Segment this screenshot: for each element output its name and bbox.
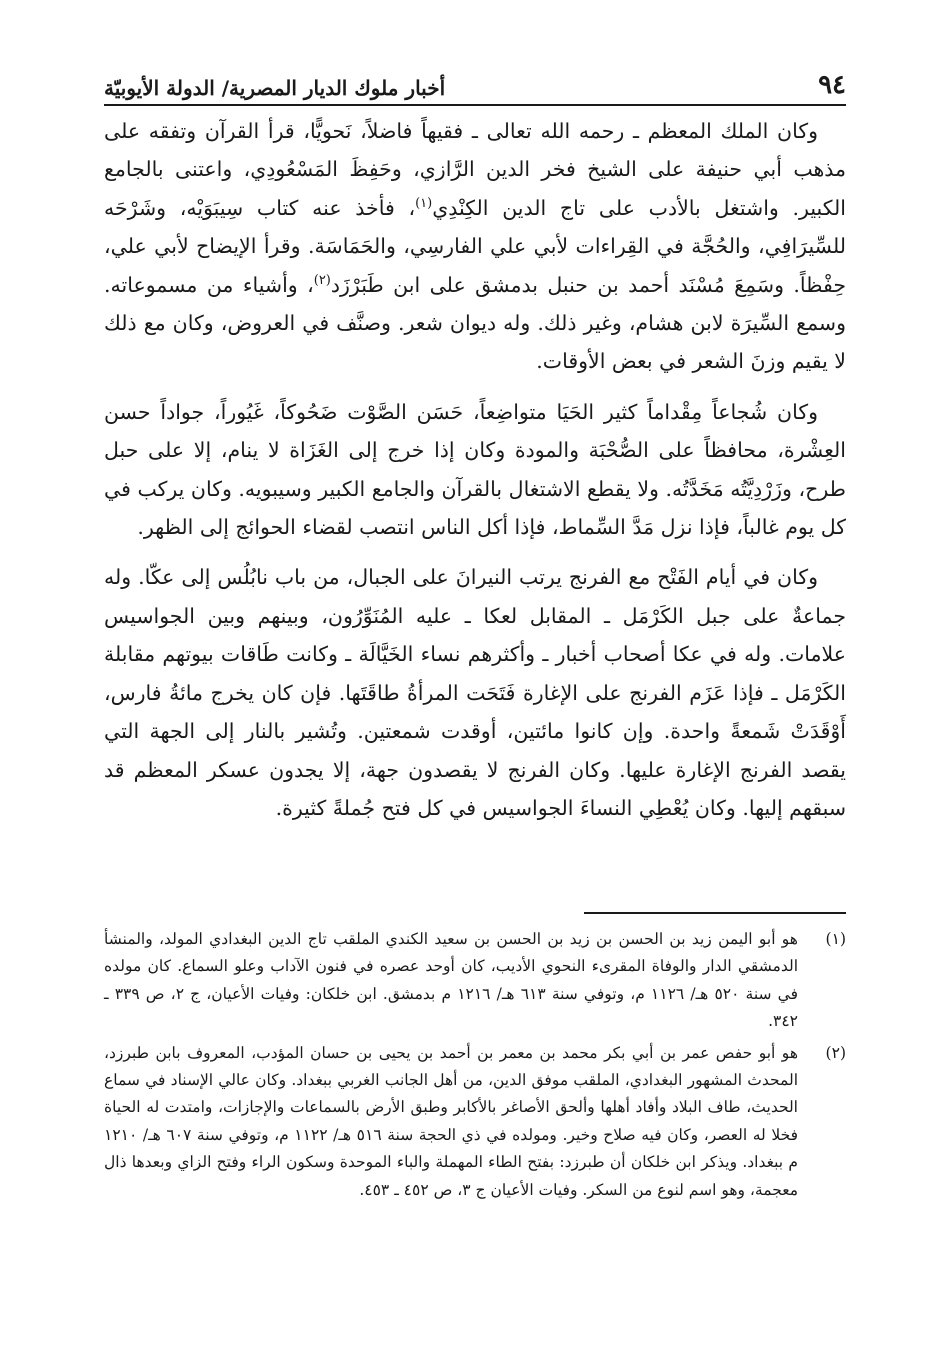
paragraph-text: ، فأخذ عنه كتاب سِيبَوَيْه، وشَرْحَه للسِّيرَافِي، والحُجَّة في القِراءات لأبي علي الفارسِي، والحَمَاسَة. وقرأ الإيضاح لأبي علي، حِفْظاً. وسَمِعَ مُسْنَد أحمد بن حنبل بدمشق على ابن طَبَرْزَد [104, 195, 847, 297]
footnote [104, 926, 846, 1036]
paragraph [104, 112, 846, 381]
running-title: أخبار ملوك الديار المصرية/ الدولة الأيوبيّة [104, 76, 446, 100]
footnote-reference: (٢) [313, 272, 331, 288]
paragraph-text: ، وأشياء من مسموعاته. وسمع السِّيرَة لابن هشام، وغير ذلك. وله ديوان شعر. وصنَّف في العروض، وكان مع ذلك لا يقيم وزنَ الشعر في بعض الأوقات. [104, 272, 846, 374]
footnotes [104, 926, 846, 1208]
footnote-divider [584, 912, 846, 914]
page-number: ٩٤ [818, 70, 846, 100]
main-text [104, 112, 846, 827]
footnote [104, 1040, 846, 1204]
footnote-reference: (١) [415, 195, 433, 211]
footnote-number: (٢) [825, 1043, 846, 1062]
paragraph-text: وكان الملك المعظم ـ رحمه الله تعالى ـ فقيهاً فاضلاً، نَحويًّا، قرأ القرآن وتفقه على مذهب أبي حنيفة على الشيخ فخر الدين الرَّازي، وحَفِظَ المَسْعُودِي، واعتنى بالجامع الكبير. واشتغل بالأدب على تاج الدين الكِنْدِي [104, 119, 846, 220]
footnote-text: هو أبو حفص عمر بن أبي بكر محمد بن معمر بن أحمد بن يحيى بن حسان المؤدب، المعروف بابن طبرزد، المحدث المشهور البغدادي، الملقب موفق الدين، من أهل الجانب الغربي ببغداد. وكان عالي الإسناد في سماع الحديث، طاف البلاد وأفاد أهلها وألحق الأصاغر بالأكابر وطبق الأرض بالسماعات والإجازات، وامتدت له الحياة فخلا له العصر، وكان فيه صلاح وخير. ومولده في ذي الحجة سنة ٥١٦ هـ/ ١١٢٢ م، وتوفي سنة ٦٠٧ هـ/ ١٢١٠ م ببغداد. ويذكر ابن خلكان أن طبرزد: بفتح الطاء المهملة والباء الموحدة وسكون الراء وفتح الزاي وبعدها ذال معجمة، وهو اسم لنوع من السكر. وفيات الأعيان ج ٣، ص ٤٥٢ ـ ٤٥٣. [104, 1043, 799, 1199]
page-header [104, 58, 846, 106]
footnote-number: (١) [825, 930, 846, 948]
paragraph: وكان في أيام الفَتْح مع الفرنج يرتب النيرانَ على الجبال، من باب نابُلُس إلى عكّا. وله جماعةٌ على جبل الكَرْمَل ـ المقابل لعكا ـ عليه المُنَوِّرُون، وبينهم وبين الجواسيس علامات. وله في عكا أصحاب أخبار ـ وأكثرهم نساء الخَيَّالَة ـ وكانت طَاقات بيوتهم مقابلة الكَرْمَل ـ فإذا عَزَم الفرنج على الإغارة فَتَحَت المرأةُ طاقَتَها. فإن كان يخرج مائةُ فارس، أَوْقَدَتْ شَمعةً واحدة. وإن كانوا مائتين، أوقدت شمعتين. وتُشير بالنار إلى الجهة التي يقصد الفرنج الإغارة عليها. وكان الفرنج لا يقصدون جهة، إلا يجدون عسكر المعظم قد سبقهم إليها. وكان يُعْطِي النساءَ الجواسيس في كل فتح جُملةً كثيرة. [104, 565, 846, 820]
paragraph: وكان شُجاعاً مِقْداماً كثير الحَيَا متواضِعاً، حَسَن الصَّوْت ضَحُوكاً، غَيُوراً، جواداً حسن العِشْرة، محافظاً على الصُّحْبَة والمودة وكان إذا خرج إلى الغَزَاة لا ينام، إلا على حبل طرح، وزَرْدِيَّتُه مَخَدَّتُه. ولا يقطع الاشتغال بالقرآن والجامع الكبير وسيبويه. وكان يركب في كل يوم غالباً، فإذا نزل مَدَّ السِّماط، فإذا أكل الناس انتصب لقضاء الحوائج إلى الظهر. [104, 399, 846, 540]
footnote-text: هو أبو اليمن زيد بن الحسن بن زيد بن الحسن بن سعيد الكندي الملقب تاج الدين البغدادي المولد، والمنشأ الدمشقي الدار والوفاة المقرىء النحوي الأديب، كان أوحد عصره في فنون الآداب وعلو السماع. كان مولده في سنة ٥٢٠ هـ/ ١١٢٦ م، وتوفي سنة ٦١٣ هـ/ ١٢١٦ م بدمشق. ابن خلكان: وفيات الأعيان، ج ٢، ص ٣٣٩ ـ ٣٤٢. [104, 930, 798, 1031]
